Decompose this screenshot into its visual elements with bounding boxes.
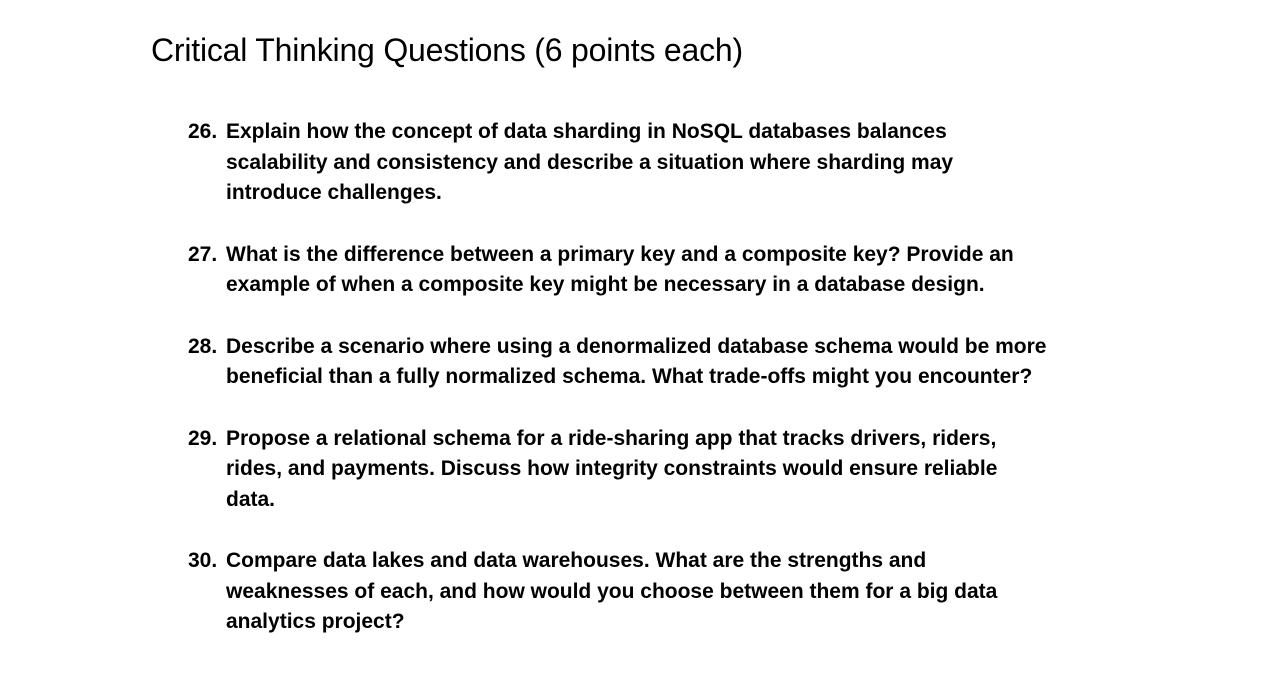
question-item (188, 240, 1188, 301)
question-text-line: data. (226, 487, 276, 511)
question-text-line: Explain how the concept of data sharding in NoSQL databases balances (226, 120, 947, 143)
question-text-line: analytics project? (226, 610, 405, 633)
question-text-line: introduce challenges. (226, 181, 442, 204)
question-text-line: rides, and payments. Discuss how integrity constraints would ensure reliable (226, 457, 998, 480)
question-number: 27. (188, 242, 218, 266)
question-list (188, 117, 1188, 638)
question-text-line: weaknesses of each, and how would you choose between them for a big data (226, 579, 998, 603)
question-text-line: scalability and consistency and describe a situation where sharding may (226, 150, 954, 174)
question-text-line: Propose a relational schema for a ride-sharing app that tracks drivers, riders, (226, 426, 997, 450)
question-number: 28. (188, 334, 218, 358)
question-item (188, 424, 1188, 516)
question-text-line: What is the difference between a primary key and a composite key? Provide an (226, 242, 1014, 266)
question-number: 29. (188, 426, 218, 450)
question-number: 30. (188, 549, 218, 572)
question-text-line: example of when a composite key might be necessary in a database design. (226, 273, 985, 296)
question-text-line: Describe a scenario where using a denormalized database schema would be more (226, 334, 1047, 358)
question-text-line: beneficial than a fully normalized schema. What trade-offs might you encounter? (226, 365, 1033, 388)
question-item (188, 117, 1188, 209)
question-item (188, 332, 1188, 393)
question-item (188, 546, 1188, 638)
question-number: 26. (188, 120, 218, 143)
question-text-line: Compare data lakes and data warehouses. What are the strengths and (226, 549, 927, 572)
section-heading: Critical Thinking Questions (6 points each) (151, 32, 743, 68)
